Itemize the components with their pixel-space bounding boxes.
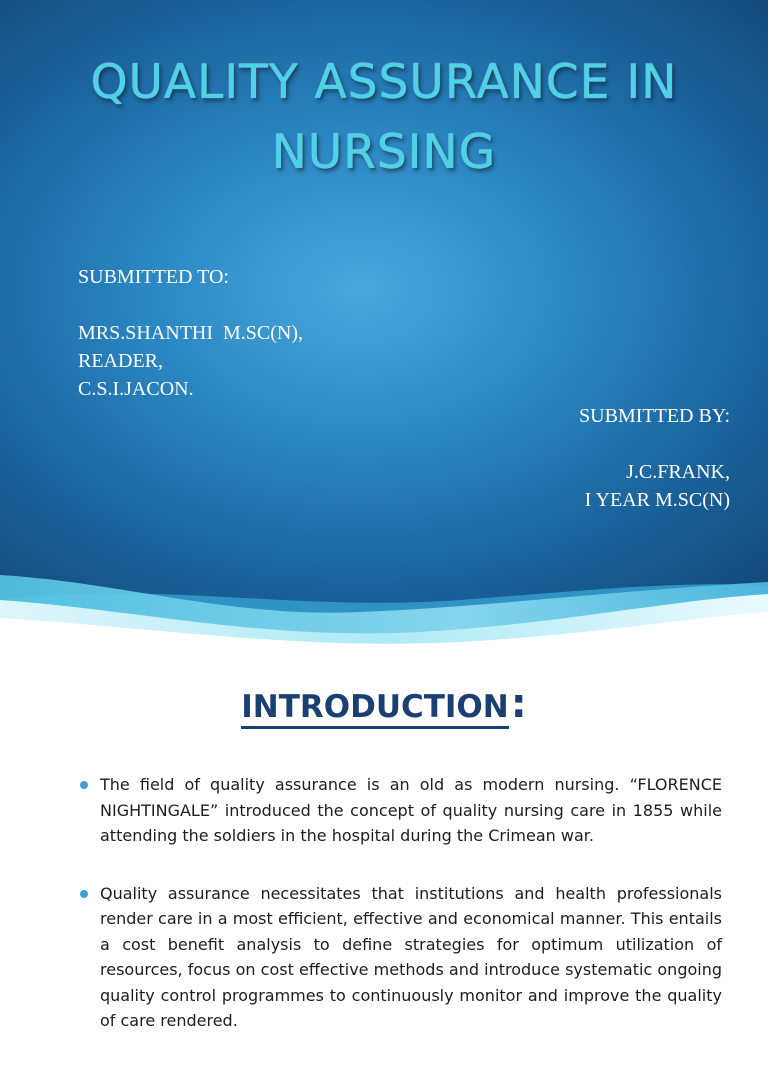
bullet-item [100, 881, 722, 1034]
introduction-heading-colon: : [510, 681, 527, 727]
submitted-to-block [78, 263, 303, 403]
slide-title-line-1: QUALITY ASSURANCE IN [90, 55, 678, 110]
submitted-by-label: SUBMITTED BY: [579, 405, 730, 427]
submitted-by-block [579, 402, 730, 514]
submitted-by-course: I YEAR M.SC(N) [584, 489, 730, 511]
bullet-list [100, 772, 722, 1066]
slide-title [0, 48, 768, 188]
slide-title-line-2: NURSING [271, 125, 497, 180]
spacer [579, 430, 730, 458]
submitted-to-institution: C.S.I.JACON. [78, 378, 194, 400]
bullet-text: Quality assurance necessitates that institutions and health professionals render care in a most efficient, effective and economical manner. This entails a cost benefit analysis to define strategies for optimum utilization of resources, focus on cost effective methods and introduce systematic ongoing quality control programmes to continuously monitor and improve the quality of care rendered. [100, 883, 722, 1030]
introduction-slide [0, 660, 768, 1030]
introduction-heading [0, 680, 768, 731]
submitted-to-designation: READER, [78, 350, 163, 372]
bullet-item [100, 772, 722, 849]
submitted-to-label: SUBMITTED TO: [78, 266, 229, 288]
submitted-by-name: J.C.FRANK, [626, 461, 730, 483]
bullet-dot-icon [80, 890, 88, 898]
bullet-dot-icon [80, 781, 88, 789]
bullet-text: The field of quality assurance is an old as modern nursing. “FLORENCE NIGHTINGALE” introduced the concept of quality nursing care in 1855 while attending the soldiers in the hospital during the Crimean war. [100, 775, 722, 845]
spacer [78, 291, 303, 319]
introduction-heading-text: INTRODUCTION [241, 689, 508, 729]
submitted-to-name: MRS.SHANTHI M.SC(N), [78, 322, 304, 344]
